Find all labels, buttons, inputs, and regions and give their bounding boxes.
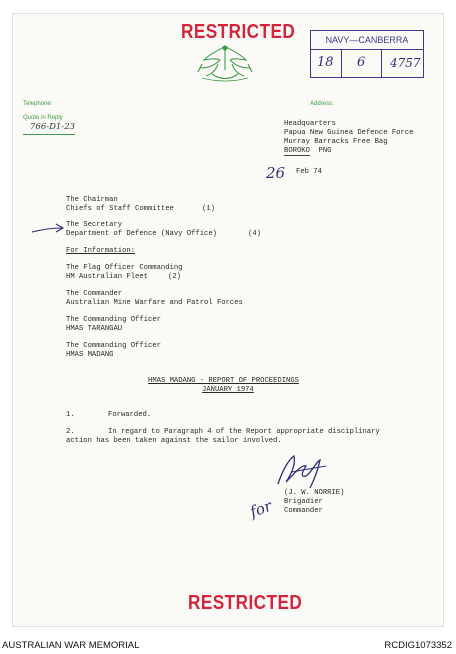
- sender-line-1: Headquarters: [284, 120, 336, 128]
- stamp-divider: [341, 49, 342, 77]
- paragraph-1-number: 1.: [66, 411, 75, 419]
- restricted-stamp-top: RESTRICTED: [181, 21, 296, 43]
- stamp-divider: [381, 49, 382, 77]
- navy-canberra-label: NAVY—CANBERRA: [311, 31, 423, 50]
- recipient-4-org: Australian Mine Warfare and Patrol Forces: [66, 299, 243, 307]
- paragraph-2-line-2: action has been taken against the sailor involved.: [66, 437, 282, 445]
- png-crest-icon: [190, 40, 260, 84]
- recipient-1-title: The Chairman: [66, 196, 118, 204]
- date-day-handwritten: 26: [266, 164, 286, 182]
- recipient-1-org: Chiefs of Staff Committee: [66, 205, 174, 213]
- recipient-4-title: The Commander: [66, 290, 123, 298]
- sender-line-4: BOROKO PNG: [284, 147, 332, 155]
- recipient-5-title: The Commanding Officer: [66, 316, 161, 324]
- sender-line-3: Murray Barracks Free Bag: [284, 138, 388, 146]
- signatory-rank: Brigadier: [284, 498, 323, 506]
- subject-line-1: HMAS MADANG - REPORT OF PROCEEDINGS: [148, 377, 299, 385]
- for-handwritten: for: [247, 496, 275, 522]
- navy-canberra-received-stamp: [310, 30, 424, 78]
- recipient-5-ship: HMAS TARANGAU: [66, 325, 123, 333]
- telephone-label: Telephone:: [23, 101, 53, 107]
- quote-label: Quote in Reply: [23, 115, 63, 121]
- footer-record-id: RCDIG1073352: [384, 640, 452, 651]
- stamp-month: 6: [357, 55, 366, 70]
- paragraph-2-line-1: In regard to Paragraph 4 of the Report appropriate disciplinary: [108, 428, 380, 436]
- for-information-heading: For Information:: [66, 247, 136, 255]
- stamp-ref: 4757: [390, 56, 421, 70]
- paragraph-1-text: Forwarded.: [108, 411, 152, 419]
- footer-institution: AUSTRALIAN WAR MEMORIAL: [2, 640, 140, 651]
- signatory-title: Commander: [284, 507, 323, 515]
- subject-line-2: JANUARY 1974: [202, 386, 254, 394]
- recipient-2-org: Department of Defence (Navy Office): [66, 230, 217, 238]
- stamp-day: 18: [317, 55, 334, 70]
- recipient-6-title: The Commanding Officer: [66, 342, 161, 350]
- recipient-3-copies: (2): [168, 273, 181, 281]
- restricted-stamp-bottom: RESTRICTED: [188, 592, 303, 614]
- recipient-1-copies: (1): [202, 205, 215, 213]
- recipient-3-org: HM Australian Fleet: [66, 273, 148, 281]
- recipient-6-ship: HMAS MADANG: [66, 351, 114, 359]
- quote-reference: 766-D1-23: [30, 122, 76, 132]
- date-month-year: Feb 74: [296, 168, 322, 176]
- address-label: Address:: [310, 101, 334, 107]
- signatory-name: (J. W. NORRIE): [284, 489, 345, 497]
- hand-drawn-arrow-icon: [30, 222, 66, 241]
- recipient-3-title: The Flag Officer Commanding: [66, 264, 183, 272]
- boroko-underline: [284, 155, 310, 156]
- recipient-2-title: The Secretary: [66, 221, 123, 229]
- sender-line-2: Papua New Guinea Defence Force: [284, 129, 414, 137]
- paragraph-2-number: 2.: [66, 428, 75, 436]
- recipient-2-copies: (4): [248, 230, 261, 238]
- quote-underline: [23, 134, 75, 135]
